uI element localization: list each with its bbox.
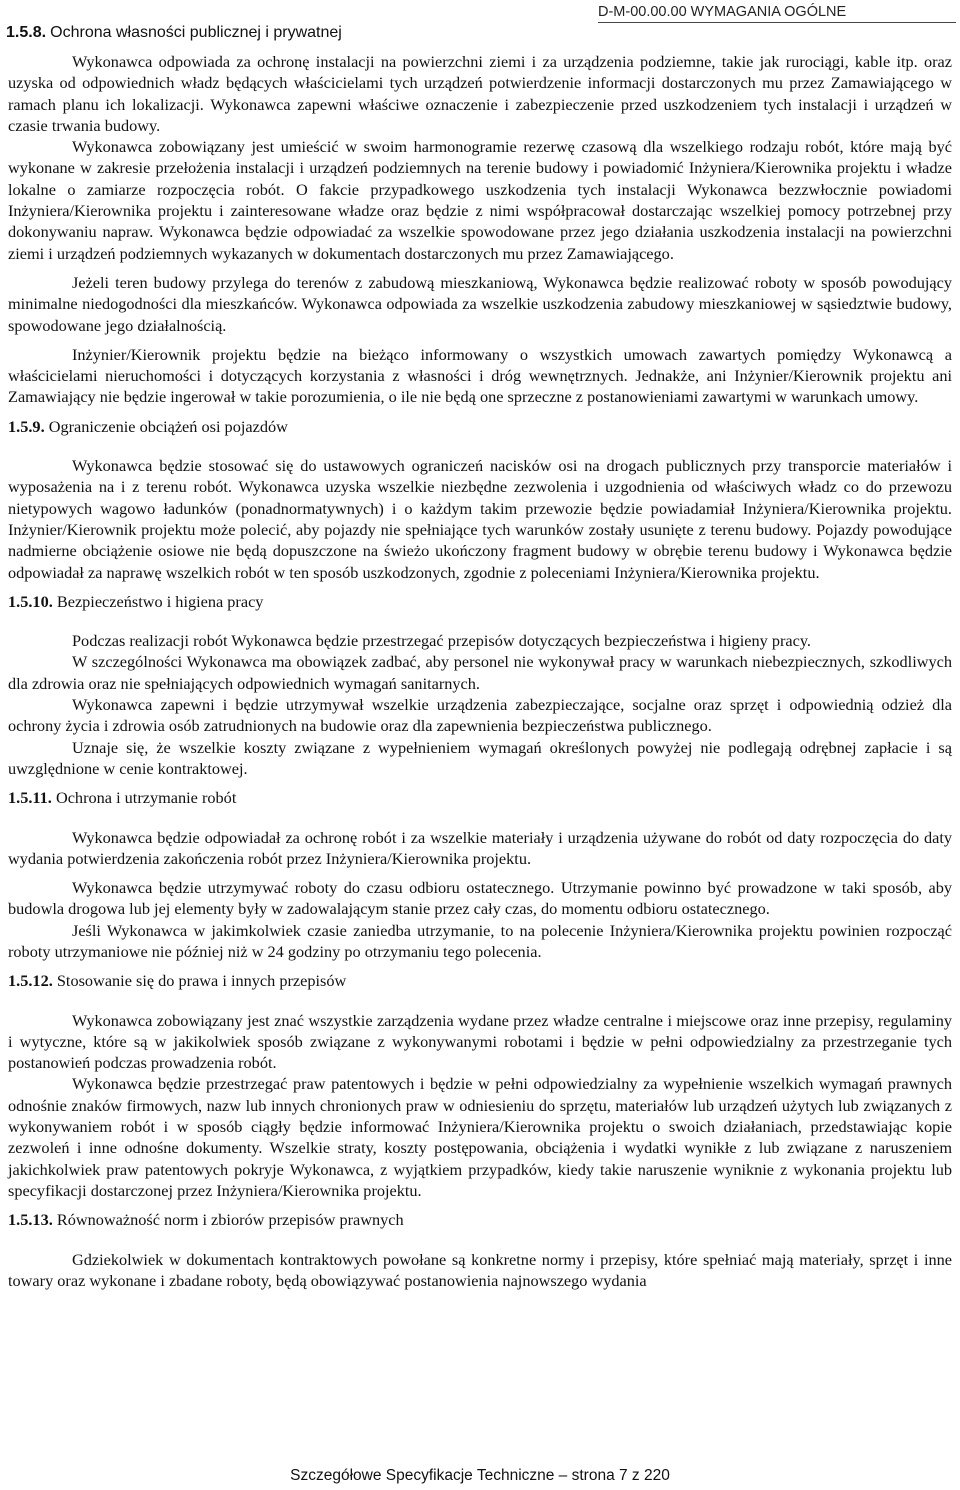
document-code: D-M-00.00.00 WYMAGANIA OGÓLNE (598, 4, 847, 20)
section-heading-1-5-11 (8, 787, 952, 808)
section-title: Bezpieczeństwo i higiena pracy (56, 591, 264, 611)
section-number: 1.5.8. (6, 24, 47, 41)
paragraph: Wykonawca będzie stosować się do ustawowych ograniczeń nacisków osi na drogach publicznych przy transporcie materiałów i wyposażenia na i z terenu robót. Wykonawca uzyska wszelkie niezbędne zezwolenia i uzgodnienia od właściwych władz co do przewozu nietypowych wagowo ładunków (ponadnormatywnych) i o każdym takim przewozie będzie powiadamiał Inżyniera/Kierownika projektu. Inżynier/Kierownik projektu może polecić, aby pojazdy nie spełniające tych warunków zostały usunięte z terenu budowy. Pojazdy powodujące nadmierne obciążenie osiowe nie będą dopuszczone na świeżo ukończony fragment budowy w obrębie terenu budowy i Wykonawca będzie odpowiadał za naprawę wszelkich robót w ten sposób uszkodzonych, zgodnie z poleceniami Inżyniera/Kierownika projektu. (8, 456, 952, 582)
section-title: Ograniczenie obciążeń osi pojazdów (48, 416, 288, 436)
section-heading-1-5-12 (8, 970, 952, 991)
paragraph: Wykonawca zobowiązany jest umieścić w swoim harmonogramie rezerwę czasową dla wszelkiego rodzaju robót, które mają być wykonane w zakresie przełożenia instalacji i urządzeń podziemnych na terenie budowy i powiadomić Inżyniera/Kierownika projektu i władze lokalne o zamiarze rozpoczęcia robót. O fakcie przypadkowego uszkodzenia tych instalacji Wykonawca bezzwłocznie powiadomi Inżyniera/Kierownika projektu i zainteresowane władze oraz będzie z nimi współpracował dostarczając wszelkiej pomocy potrzebnej przy dokonywaniu napraw. Wykonawca będzie odpowiadać za wszelkie spowodowane przez jego działania uszkodzenia instalacji na powierzchni ziemi i urządzeń podziemnych wykazanych w dokumentach dostarczonych mu przez Zamawiającego. (8, 137, 952, 263)
section-heading-1-5-10 (8, 591, 952, 612)
page-footer: Szczegółowe Specyfikacje Techniczne – strona 7 z 220 (290, 1467, 670, 1484)
section-title: Stosowanie się do prawa i innych przepisów (56, 971, 347, 991)
section-heading-1-5-13 (8, 1209, 952, 1230)
section-heading-1-5-8 (6, 22, 342, 42)
section-title: Ochrona własności publicznej i prywatnej (50, 24, 342, 41)
paragraph: Wykonawca będzie odpowiadał za ochronę robót i za wszelkie materiały i urządzenia używane do robót od daty rozpoczęcia do daty wydania potwierdzenia zakończenia robót przez Inżyniera/Kierownika projektu. (8, 827, 952, 868)
paragraph: Gdziekolwiek w dokumentach kontraktowych powołane są konkretne normy i przepisy, które spełniać mają materiały, sprzęt i inne towary oraz wykonane i zbadane roboty, będą obowiązywać postanowienia najnowszego wydania (8, 1249, 952, 1290)
paragraph: Wykonawca zobowiązany jest znać wszystkie zarządzenia wydane przez władze centralne i miejscowe oraz inne przepisy, regulaminy i wytyczne, które są w jakikolwiek sposób związane z wykonywanymi robotami i będzie w pełni odpowiedzialny za przestrzeganie tych postanowień podczas prowadzenia robót. (8, 1010, 952, 1073)
section-number: 1.5.11. (8, 788, 52, 808)
section-number: 1.5.10. (8, 591, 53, 611)
section-title: Ochrona i utrzymanie robót (55, 788, 237, 808)
paragraph: Wykonawca będzie utrzymywać roboty do czasu odbioru ostatecznego. Utrzymanie powinno być prowadzone w taki sposób, aby budowla drogowa lub jej elementy były w zadowalającym stanie przez cały czas, do momentu odbioru ostatecznego. (8, 878, 952, 919)
paragraph: W szczególności Wykonawca ma obowiązek zadbać, aby personel nie wykonywał pracy w warunkach niebezpiecznych, szkodliwych dla zdrowia oraz nie spełniających odpowiednich wymagań sanitarnych. (8, 652, 952, 693)
paragraph: Wykonawca będzie przestrzegać praw patentowych i będzie w pełni odpowiedzialny za wypełnienie wszelkich wymagań prawnych odnośnie znaków firmowych, nazw lub innych chronionych praw w odniesieniu do sprzętu, materiałów lub urządzeń użytych lub związanych z wykonywaniem robót i w sposób ciągły będzie informować Inżyniera/Kierownika projektu o swoich działaniach, przedstawiając kopie zezwoleń i inne odnośne dokumenty. Wszelkie straty, koszty postępowania, obciążenia i wydatki wynikłe z lub związane z naruszeniem jakichkolwiek praw patentowych pokryje Wykonawca, z wyjątkiem przypadków, kiedy takie naruszenie wyniknie z wykonania projektu lub specyfikacji dostarczonej przez Inżyniera/Kierownika projektu. (8, 1074, 952, 1200)
paragraph: Uznaje się, że wszelkie koszty związane z wypełnieniem wymagań określonych powyżej nie podlegają odrębnej zapłacie i są uwzględnione w cenie kontraktowej. (8, 737, 952, 778)
paragraph: Wykonawca odpowiada za ochronę instalacji na powierzchni ziemi i za urządzenia podziemne, takie jak rurociągi, kable itp. oraz uzyska od odpowiednich władz będących właścicielami tych urządzeń potwierdzenie informacji dostarczonych mu przez Zamawiającego w ramach planu ich lokalizacji. Wykonawca zapewni właściwe oznaczenie i zabezpieczenie przed uszkodzeniem tych instalacji i urządzeń w czasie trwania budowy. (8, 52, 952, 135)
section-number: 1.5.12. (8, 971, 53, 991)
section-number: 1.5.9. (8, 416, 45, 436)
paragraph: Jeśli Wykonawca w jakimkolwiek czasie zaniedba utrzymanie, to na polecenie Inżyniera/Kierownika projektu powinien rozpocząć roboty utrzymaniowe nie później niż w 24 godziny po otrzymaniu tego polecenia. (8, 920, 952, 961)
paragraph: Jeżeli teren budowy przylega do terenów z zabudową mieszkaniową, Wykonawca będzie realizować roboty w sposób powodujący minimalne niedogodności dla mieszkańców. Wykonawca odpowiada za wszelkie uszkodzenia zabudowy mieszkaniowej w sąsiedztwie budowy, spowodowane jego działalnością. (8, 272, 952, 335)
paragraph: Wykonawca zapewni i będzie utrzymywał wszelkie urządzenia zabezpieczające, socjalne oraz sprzęt i odpowiednią odzież dla ochrony życia i zdrowia osób zatrudnionych na budowie oraz dla zapewnienia bezpieczeństwa publicznego. (8, 695, 952, 736)
paragraph: Podczas realizacji robót Wykonawca będzie przestrzegać przepisów dotyczących bezpieczeństwa i higieny pracy. (72, 631, 812, 651)
section-heading-1-5-9 (8, 416, 952, 437)
section-number: 1.5.13. (8, 1210, 53, 1230)
page-header (0, 0, 960, 44)
paragraph: Inżynier/Kierownik projektu będzie na bieżąco informowany o wszystkich umowach zawartych pomiędzy Wykonawcą a właścicielami nieruchomości i dotyczących korzystania z własności i dróg wewnętrznych. Jednakże, ani Inżynier/Kierownik projektu ani Zamawiający nie będzie ingerował w takie porozumienia, o ile nie będą one sprzeczne z postanowieniami zawartymi w warunkach umowy. (8, 344, 952, 407)
section-title: Równoważność norm i zbiorów przepisów prawnych (56, 1210, 404, 1230)
document-body (8, 51, 952, 1291)
header-rule (598, 22, 956, 23)
